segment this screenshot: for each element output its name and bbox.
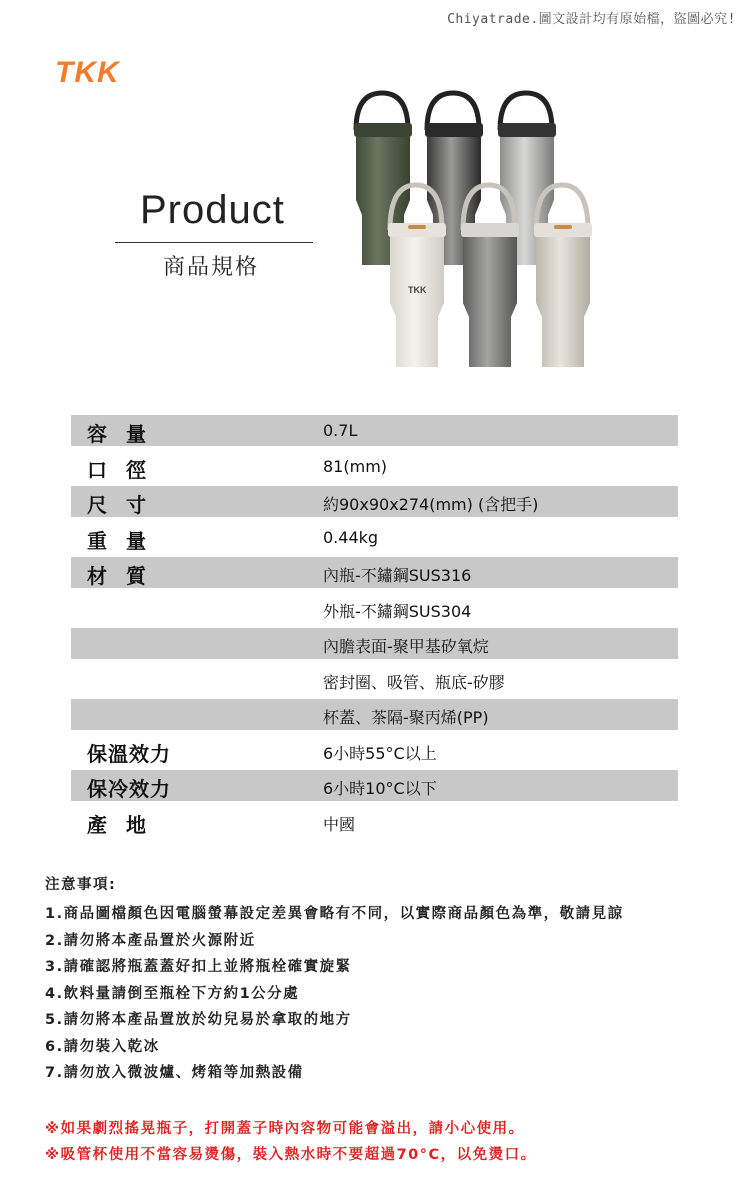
warning-burn: ※吸管杯使用不當容易燙傷，裝入熱水時不要超過70°C，以免燙口。: [45, 1147, 537, 1163]
spec-label: 容 量: [87, 422, 152, 446]
note-item: 1.商品圖檔顏色因電腦螢幕設定差異會略有不同，以實際商品顏色為準，敬請見諒: [45, 906, 624, 922]
spec-value: 6小時55°C以上: [323, 743, 437, 763]
spec-row-capacity: [71, 415, 678, 446]
spec-value: 約90x90x274(mm) (含把手): [323, 495, 539, 514]
product-image: [350, 85, 610, 375]
spec-label: 尺 寸: [87, 493, 152, 517]
spec-label: 口 徑: [87, 457, 152, 482]
notes-heading: 注意事項:: [45, 877, 117, 893]
bottle-logo: TKK: [408, 285, 427, 295]
spec-value: 81(mm): [323, 456, 388, 476]
spec-value: 內瓶-不鏽鋼SUS316: [323, 566, 472, 585]
spec-row-cold-retention: [71, 770, 678, 801]
spec-label: 重 量: [87, 528, 152, 553]
note-item: 4.飲料量請倒至瓶栓下方約1公分處: [45, 985, 300, 1002]
product-subtitle: 商品規格: [163, 255, 260, 280]
copyright-notice: Chiyatrade.圖文設計均有原始檔，盜圖必究!: [447, 12, 736, 27]
spec-row-material: [71, 593, 678, 624]
spec-row-material: [71, 557, 678, 588]
spec-row-material: [71, 664, 678, 695]
spec-row-weight: [71, 522, 678, 553]
spec-label: 材 質: [87, 564, 152, 588]
warning-spill: ※如果劇烈搖晃瓶子，打開蓋子時內容物可能會溢出，請小心使用。: [45, 1121, 525, 1137]
spec-value: 外瓶-不鏽鋼SUS304: [323, 601, 472, 621]
spec-row-material: [71, 699, 678, 730]
spec-value: 0.7L: [323, 421, 358, 440]
spec-label: 保溫效力: [87, 741, 171, 766]
spec-label: 保冷效力: [87, 777, 171, 801]
spec-value: 0.44kg: [323, 527, 379, 547]
note-item: 2.請勿將本產品置於火源附近: [45, 932, 256, 949]
spec-value: 杯蓋、茶隔-聚丙烯(PP): [323, 708, 489, 727]
spec-row-diameter: [71, 451, 678, 482]
spec-value: 6小時10°C以下: [323, 779, 437, 798]
spec-row-material: [71, 628, 678, 659]
product-title: Product: [140, 188, 285, 232]
care-notes: [45, 873, 735, 1088]
brand-logo: TKK: [55, 56, 120, 89]
spec-table: [71, 415, 678, 841]
title-divider: [115, 242, 313, 243]
note-item: 5.請勿將本產品置放於幼兒易於拿取的地方: [45, 1012, 352, 1028]
spec-value: 內膽表面-聚甲基矽氧烷: [323, 637, 489, 656]
note-item: 3.請確認將瓶蓋蓋好扣上並將瓶栓確實旋緊: [45, 959, 352, 975]
spec-row-size: [71, 486, 678, 517]
note-item: 7.請勿放入微波爐、烤箱等加熱設備: [45, 1065, 304, 1081]
spec-row-origin: [71, 806, 678, 837]
spec-value: 中國: [323, 814, 356, 834]
spec-label: 產 地: [87, 812, 152, 837]
spec-value: 密封圈、吸管、瓶底-矽膠: [323, 672, 505, 692]
note-item: 6.請勿裝入乾冰: [45, 1038, 160, 1055]
spec-row-heat-retention: [71, 735, 678, 766]
